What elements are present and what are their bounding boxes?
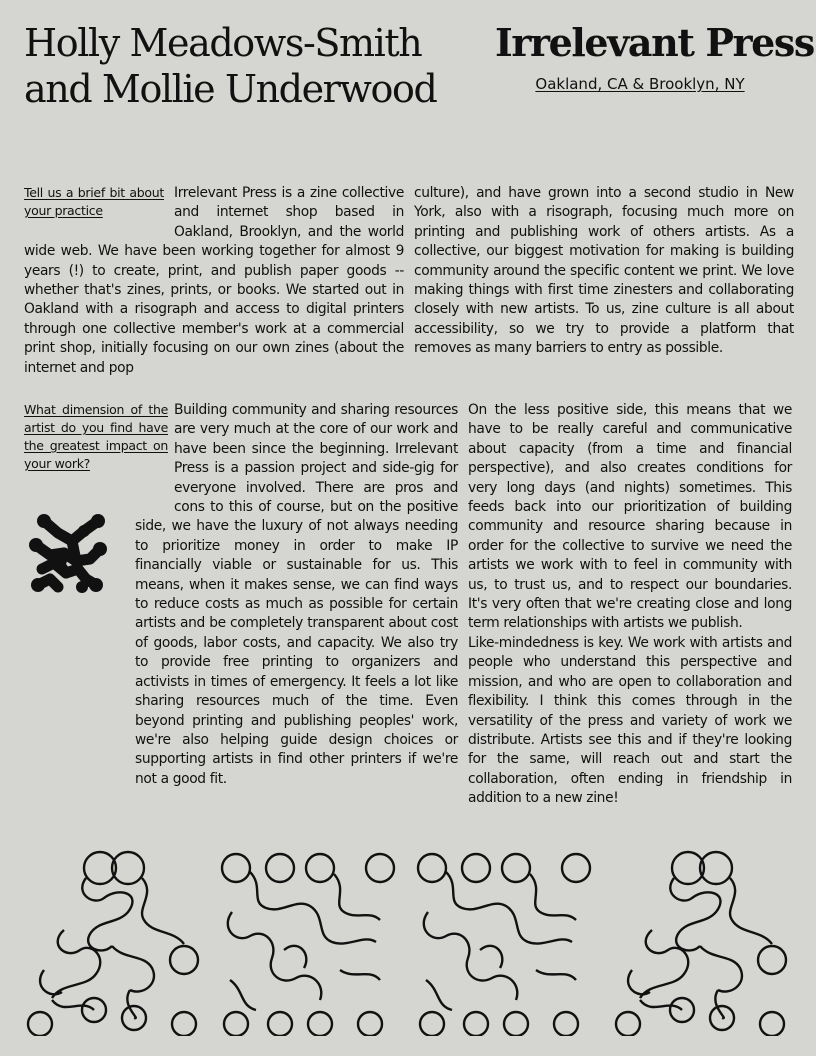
practice-column-left xyxy=(24,184,404,378)
dimension-question: What dimension of the artist do you find have the greatest impact on your work? xyxy=(24,402,168,471)
dimension-answer-right-p2: Like-mindedness is key. We work with artists and people who understand this perspective and mission, and who are open to collaboration and flexibility. I think this comes through in the versatility of the press and variety of work we distribute. Artists see this and if they're looking for the same, will reach out and start the collaboration, often ending in friendship in addition to a new zine! xyxy=(468,634,792,807)
dimension-answer-left: Building community and sharing resources are very much at the core of our work and have been since the beginning. Irrelevant Press is a passion project and side-gig for everyone involved. There are pros and cons to this of course, but on the positive side, we have the luxury of not always needing to prioritize money in order to make IP financially viable or sustainable for us. This means, when it makes sense, we can find ways to reduce costs as much as possible for certain artists and be completely transparent about cost of goods, labor costs, and capacity. We also try to provide free printing to organizers and activists in times of emergency. It feels a lot like sharing resources much of the time. Even beyond printing and publishing peoples' work, we're also helping guide design choices or supporting artists in find other printers if we're not a good fit. xyxy=(135,402,458,787)
practice-column-right xyxy=(414,184,794,359)
press-location: Oakland, CA & Brooklyn, NY xyxy=(535,75,745,93)
artist-names-line-1: Holly Meadows-Smith xyxy=(24,21,422,65)
practice-question: Tell us a brief bit about your practice xyxy=(24,185,164,218)
black-blob-maze-icon xyxy=(24,509,110,595)
artist-names xyxy=(24,20,484,112)
dimension-column-right xyxy=(468,401,792,809)
blob-glyph-wrap xyxy=(24,505,135,805)
dimension-answer-right-p1: On the less positive side, this means that we have to be really careful and communicative about capacity (from a time and financial perspective), and also creates conditions for very long days (and nights) sometimes. This feeds back into our prioritization of building community and resource sharing because in order for the collective to survive we need the artists we work with to feel in community with us, to trust us, and to respect our boundaries. It's very often that we're creating close and long term relationships with artists we publish. xyxy=(468,402,792,632)
outline-maze-pattern-icon xyxy=(24,850,792,1036)
dimension-column-left xyxy=(24,401,458,805)
practice-answer-right: culture), and have grown into a second studio in New York, also with a risograph, focusing much more on printing and publishing work of others artists. As a collective, our biggest motivation for making is building community around the specific content we print. We love making things with first time zinesters and collaborating closely with new artists. To us, zine culture is all about accessibility, so we try to provide a platform that removes as many barriers to entry as possible. xyxy=(414,185,794,357)
artist-names-line-2: and Mollie Underwood xyxy=(24,67,437,111)
press-name: Irrelevant Press xyxy=(495,20,814,65)
practice-answer-left: Irrelevant Press is a zine collective and internet shop based in Oakland, Brooklyn, and the world wide web. We have been working together for almost 9 years (!) to create, print, and publish paper goods -- whether that's zines, prints, or books. We started out in Oakland with a risograph and access to digital printers through one collective member's work at a commercial print shop, initially focusing on our own zines (about the internet and pop xyxy=(24,185,404,376)
